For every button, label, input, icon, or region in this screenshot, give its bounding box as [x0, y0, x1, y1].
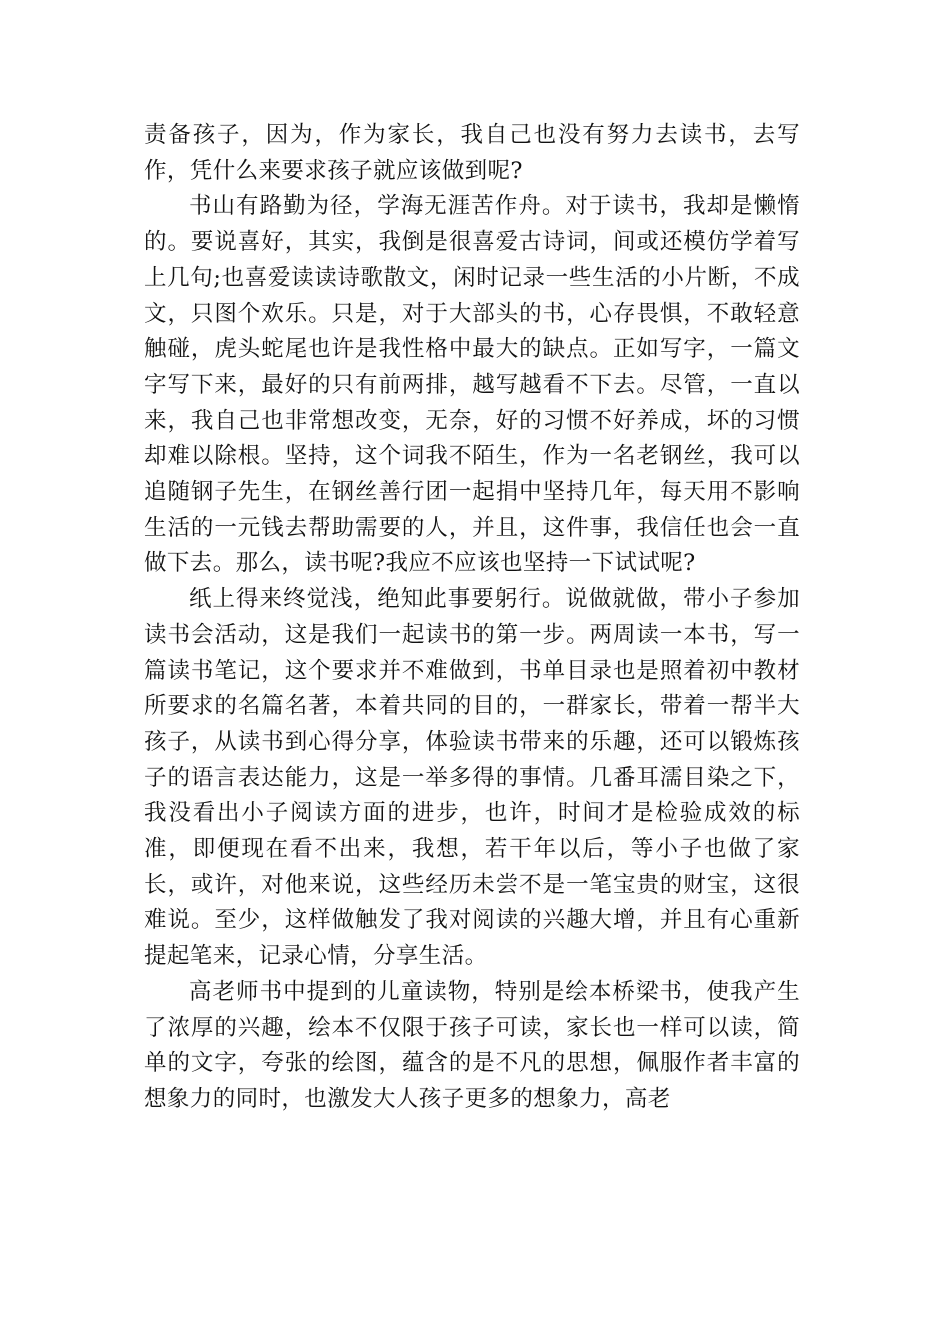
paragraph-2: 书山有路勤为径，学海无涯苦作舟。对于读书，我却是懒惰的。要说喜好，其实，我倒是很喜爱古诗词，间或还模仿学着写上几句;也喜爱读读诗歌散文，闲时记录一些生活的小片断，不成文，只图个欢乐。只是，对于大部头的书，心存畏惧，不敢轻意触碰，虎头蛇尾也许是我性格中最大的缺点。正如写字，一篇文字写下来，最好的只有前两排，越写越看不下去。尽管，一直以来，我自己也非常想改变，无奈，好的习惯不好养成，坏的习惯却难以除根。坚持，这个词我不陌生，作为一名老钢丝，我可以追随钢子先生，在钢丝善行团一起捐中坚持几年，每天用不影响生活的一元钱去帮助需要的人，并且，这件事，我信任也会一直做下去。那么，读书呢?我应不应该也坚持一下试试呢?: [144, 193, 800, 577]
document-body: [144, 118, 800, 1118]
paragraph-1: 责备孩子，因为，作为家长，我自己也没有努力去读书，去写作，凭什么来要求孩子就应该做到呢?: [144, 122, 800, 184]
paragraph-4: 高老师书中提到的儿童读物，特别是绘本桥梁书，使我产生了浓厚的兴趣，绘本不仅限于孩子可读，家长也一样可以读，简单的文字，夸张的绘图，蕴含的是不凡的思想，佩服作者丰富的想象力的同时，也激发大人孩子更多的想象力，高老: [144, 978, 800, 1112]
paragraph-3: 纸上得来终觉浅，绝知此事要躬行。说做就做，带小子参加读书会活动，这是我们一起读书的第一步。两周读一本书，写一篇读书笔记，这个要求并不难做到，书单目录也是照着初中教材所要求的名篇名著，本着共同的目的，一群家长，带着一帮半大孩子，从读书到心得分享，体验读书带来的乐趣，还可以锻炼孩子的语言表达能力，这是一举多得的事情。几番耳濡目染之下，我没看出小子阅读方面的进步，也许，时间才是检验成效的标准，即便现在看不出来，我想，若干年以后，等小子也做了家长，或许，对他来说，这些经历未尝不是一笔宝贵的财宝，这很难说。至少，这样做触发了我对阅读的兴趣大增，并且有心重新提起笔来，记录心情，分享生活。: [144, 586, 800, 970]
